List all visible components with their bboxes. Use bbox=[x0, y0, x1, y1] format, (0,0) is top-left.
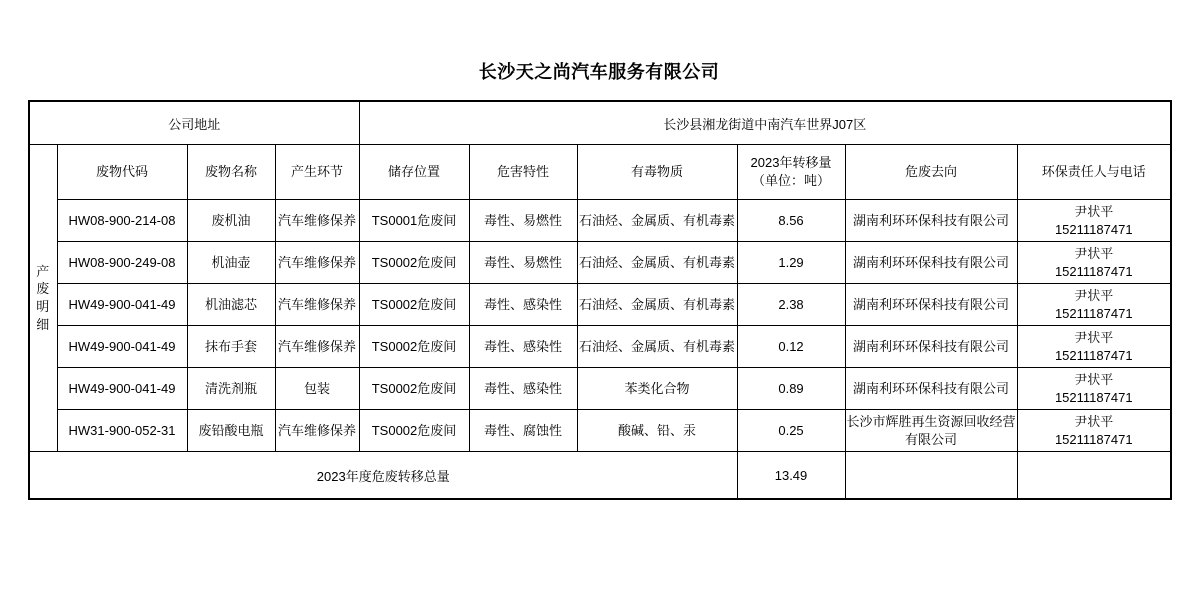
address-label: 公司地址 bbox=[29, 101, 359, 145]
column-header-hazard-property: 危害特性 bbox=[469, 145, 577, 200]
cell-storage-location: TS0002危废间 bbox=[359, 368, 469, 410]
table-row bbox=[29, 242, 1171, 284]
cell-responsible-person bbox=[1017, 242, 1171, 284]
cell-person-phone: 15211187471 bbox=[1054, 221, 1133, 237]
cell-destination: 湖南利环环保科技有限公司 bbox=[845, 242, 1017, 284]
cell-storage-location: TS0002危废间 bbox=[359, 326, 469, 368]
column-header-transfer-amount-line1: 2023年转移量 bbox=[750, 155, 832, 171]
address-row bbox=[29, 101, 1171, 145]
cell-toxic-substance: 酸碱、铅、汞 bbox=[577, 410, 737, 452]
cell-waste-name: 机油壶 bbox=[187, 242, 275, 284]
table-header-row bbox=[29, 145, 1171, 200]
side-label-char-2: 废 bbox=[36, 281, 51, 297]
cell-toxic-substance: 苯类化合物 bbox=[577, 368, 737, 410]
cell-person-name: 尹状平 bbox=[1074, 413, 1114, 429]
cell-toxic-substance: 石油烃、金属质、有机毒素 bbox=[577, 242, 737, 284]
hazardous-waste-table-container bbox=[0, 100, 1198, 500]
cell-hazard-property: 毒性、易燃性 bbox=[469, 242, 577, 284]
cell-storage-location: TS0001危废间 bbox=[359, 200, 469, 242]
cell-person-name: 尹状平 bbox=[1074, 287, 1114, 303]
cell-generation-stage: 汽车维修保养 bbox=[275, 410, 359, 452]
column-header-waste-code: 废物代码 bbox=[57, 145, 187, 200]
cell-destination: 湖南利环环保科技有限公司 bbox=[845, 284, 1017, 326]
side-label-char-3: 明 bbox=[36, 299, 51, 314]
side-label-char-1: 产 bbox=[36, 263, 51, 279]
cell-person-name: 尹状平 bbox=[1074, 245, 1114, 261]
cell-toxic-substance: 石油烃、金属质、有机毒素 bbox=[577, 284, 737, 326]
total-blank-person bbox=[1017, 452, 1171, 500]
cell-storage-location: TS0002危废间 bbox=[359, 284, 469, 326]
cell-person-phone: 15211187471 bbox=[1054, 431, 1133, 447]
cell-waste-code: HW08-900-214-08 bbox=[57, 200, 187, 242]
cell-generation-stage: 汽车维修保养 bbox=[275, 242, 359, 284]
column-header-transfer-amount-line2: （单位：吨） bbox=[752, 173, 831, 188]
table-row bbox=[29, 368, 1171, 410]
total-value: 13.49 bbox=[737, 452, 845, 500]
cell-person-phone: 15211187471 bbox=[1054, 305, 1133, 321]
cell-person-phone: 15211187471 bbox=[1054, 347, 1133, 363]
cell-hazard-property: 毒性、感染性 bbox=[469, 368, 577, 410]
cell-storage-location: TS0002危废间 bbox=[359, 242, 469, 284]
table-row bbox=[29, 200, 1171, 242]
cell-waste-name: 抹布手套 bbox=[187, 326, 275, 368]
cell-person-name: 尹状平 bbox=[1074, 203, 1114, 219]
side-label-char-4: 细 bbox=[36, 316, 51, 332]
cell-destination: 湖南利环环保科技有限公司 bbox=[845, 200, 1017, 242]
cell-destination: 湖南利环环保科技有限公司 bbox=[845, 326, 1017, 368]
cell-storage-location: TS0002危废间 bbox=[359, 410, 469, 452]
column-header-destination: 危废去向 bbox=[845, 145, 1017, 200]
cell-generation-stage: 汽车维修保养 bbox=[275, 284, 359, 326]
cell-generation-stage: 包装 bbox=[275, 368, 359, 410]
cell-destination: 长沙市辉胜再生资源回收经营有限公司 bbox=[845, 410, 1017, 452]
cell-responsible-person bbox=[1017, 368, 1171, 410]
cell-waste-name: 废机油 bbox=[187, 200, 275, 242]
cell-waste-code: HW31-900-052-31 bbox=[57, 410, 187, 452]
cell-responsible-person bbox=[1017, 410, 1171, 452]
cell-person-phone: 15211187471 bbox=[1054, 263, 1133, 279]
cell-waste-code: HW08-900-249-08 bbox=[57, 242, 187, 284]
cell-transfer-amount: 1.29 bbox=[737, 242, 845, 284]
cell-toxic-substance: 石油烃、金属质、有机毒素 bbox=[577, 200, 737, 242]
cell-waste-code: HW49-900-041-49 bbox=[57, 326, 187, 368]
table-row bbox=[29, 284, 1171, 326]
cell-person-name: 尹状平 bbox=[1074, 371, 1114, 387]
cell-toxic-substance: 石油烃、金属质、有机毒素 bbox=[577, 326, 737, 368]
cell-hazard-property: 毒性、感染性 bbox=[469, 284, 577, 326]
cell-destination: 湖南利环环保科技有限公司 bbox=[845, 368, 1017, 410]
cell-waste-code: HW49-900-041-49 bbox=[57, 284, 187, 326]
cell-waste-name: 废铅酸电瓶 bbox=[187, 410, 275, 452]
cell-person-phone: 15211187471 bbox=[1054, 389, 1133, 405]
column-header-transfer-amount bbox=[737, 145, 845, 200]
column-header-toxic-substance: 有毒物质 bbox=[577, 145, 737, 200]
total-blank-destination bbox=[845, 452, 1017, 500]
cell-waste-name: 机油滤芯 bbox=[187, 284, 275, 326]
cell-responsible-person bbox=[1017, 200, 1171, 242]
table-row bbox=[29, 410, 1171, 452]
side-label-production-waste-detail bbox=[29, 145, 57, 452]
cell-transfer-amount: 0.25 bbox=[737, 410, 845, 452]
cell-person-name: 尹状平 bbox=[1074, 329, 1114, 345]
cell-generation-stage: 汽车维修保养 bbox=[275, 200, 359, 242]
cell-transfer-amount: 0.12 bbox=[737, 326, 845, 368]
cell-waste-code: HW49-900-041-49 bbox=[57, 368, 187, 410]
address-value: 长沙县湘龙街道中南汽车世界J07区 bbox=[359, 101, 1171, 145]
cell-transfer-amount: 2.38 bbox=[737, 284, 845, 326]
cell-hazard-property: 毒性、感染性 bbox=[469, 326, 577, 368]
total-label: 2023年度危废转移总量 bbox=[29, 452, 737, 500]
table-row bbox=[29, 326, 1171, 368]
cell-responsible-person bbox=[1017, 326, 1171, 368]
cell-generation-stage: 汽车维修保养 bbox=[275, 326, 359, 368]
cell-transfer-amount: 8.56 bbox=[737, 200, 845, 242]
cell-waste-name: 清洗剂瓶 bbox=[187, 368, 275, 410]
column-header-responsible-person: 环保责任人与电话 bbox=[1017, 145, 1171, 200]
column-header-waste-name: 废物名称 bbox=[187, 145, 275, 200]
page-title: 长沙天之尚汽车服务有限公司 bbox=[478, 62, 720, 82]
column-header-generation-stage: 产生环节 bbox=[275, 145, 359, 200]
hazardous-waste-table bbox=[28, 100, 1172, 500]
column-header-storage-location: 储存位置 bbox=[359, 145, 469, 200]
cell-responsible-person bbox=[1017, 284, 1171, 326]
cell-transfer-amount: 0.89 bbox=[737, 368, 845, 410]
total-row bbox=[29, 452, 1171, 500]
cell-hazard-property: 毒性、易燃性 bbox=[469, 200, 577, 242]
cell-hazard-property: 毒性、腐蚀性 bbox=[469, 410, 577, 452]
